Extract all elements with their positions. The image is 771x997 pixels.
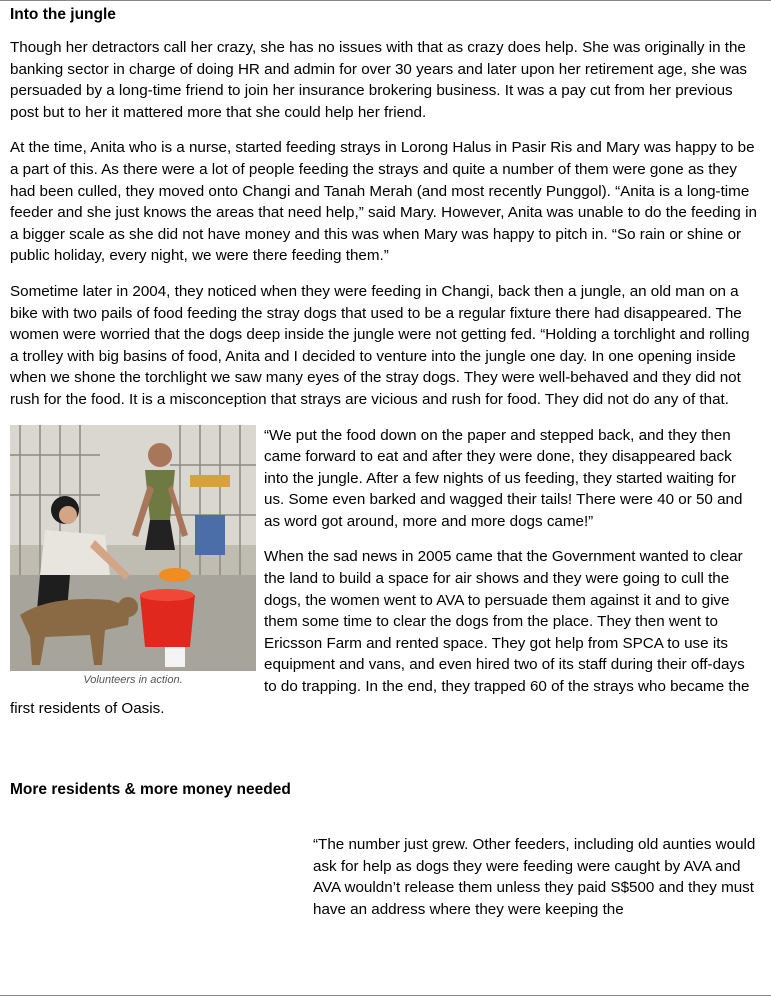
- bottom-border: [0, 995, 771, 996]
- volunteers-figure: [10, 425, 256, 687]
- quote-paragraph: “The number just grew. Other feeders, including old aunties would ask for help as dogs they were feeding were caught by AVA and AVA wouldn’t release them unless they paid S$500 and they must have an address where they were keeping the: [313, 836, 756, 918]
- paragraph-5: When the sad news in 2005 came that the Government wanted to clear the land to build a space for air shows and they were going to cull the dogs, the women went to AVA to persuade them against it and to give them some time to clear the dogs from the place. They then went to Ericsson Farm and rented space. They got help from SPCA to use its equipment and vans, and even hired two of its staff during their off-days to do trapping. In the end, they trapped 60 of the strays who became the first residents of Oasis.: [10, 548, 750, 717]
- photo-caption: Volunteers in action.: [83, 673, 183, 686]
- section-heading-more-residents: More residents & more money needed: [10, 781, 291, 799]
- article: [10, 4, 758, 921]
- section-heading-into-the-jungle: Into the jungle: [10, 6, 116, 23]
- top-border: [0, 0, 771, 1]
- paragraph-4: “We put the food down on the paper and stepped back, and they then came forward to eat and after they were done, they disappeared back into the jungle. After a few nights of us feeding, they started waiting for us. Some even barked and wagged their tails! There were 40 or 50 and as word got around, more and more dogs came!”: [264, 426, 743, 530]
- volunteers-photo: [10, 425, 256, 671]
- paragraph-3: Sometime later in 2004, they noticed when they were feeding in Changi, back then a jungle, an old man on a bike with two pails of food feeding the stray dogs that used to be a regular fixture there had disappeared. The women were worried that the dogs deep inside the jungle were not getting fed. “Holding a torchlight and rolling a trolley with big basins of food, Anita and I decided to venture into the jungle one day. In one opening inside when we shone the torchlight we saw many eyes of the stray dogs. They were well-behaved and they did not rush for the food. It is a misconception that strays are vicious and rush for food. They did not do any of that.: [10, 282, 750, 408]
- paragraph-1: Though her detractors call her crazy, she has no issues with that as crazy does help. She was originally in the banking sector in charge of doing HR and admin for over 30 years and later upon her retirement age, she was persuaded by a long-time friend to join her insurance brokering business. It was a pay cut from her previous post but to her it mattered more that she could help her friend.: [10, 39, 748, 121]
- paragraph-2: At the time, Anita who is a nurse, started feeding strays in Lorong Halus in Pasir Ris and Mary was happy to be a part of this. As there were a lot of people feeding the strays and quite a number of them were gone as they had been culled, they moved onto Changi and Tanah Merah (and most recently Punggol). “Anita is a long-time feeder and she just knows the areas that need help,” said Mary. However, Anita was unable to do the feeding in a bigger scale as she did not have money and this was when Mary was happy to pitch in. “So rain or shine or public holiday, every night, we were there feeding them.”: [10, 139, 757, 265]
